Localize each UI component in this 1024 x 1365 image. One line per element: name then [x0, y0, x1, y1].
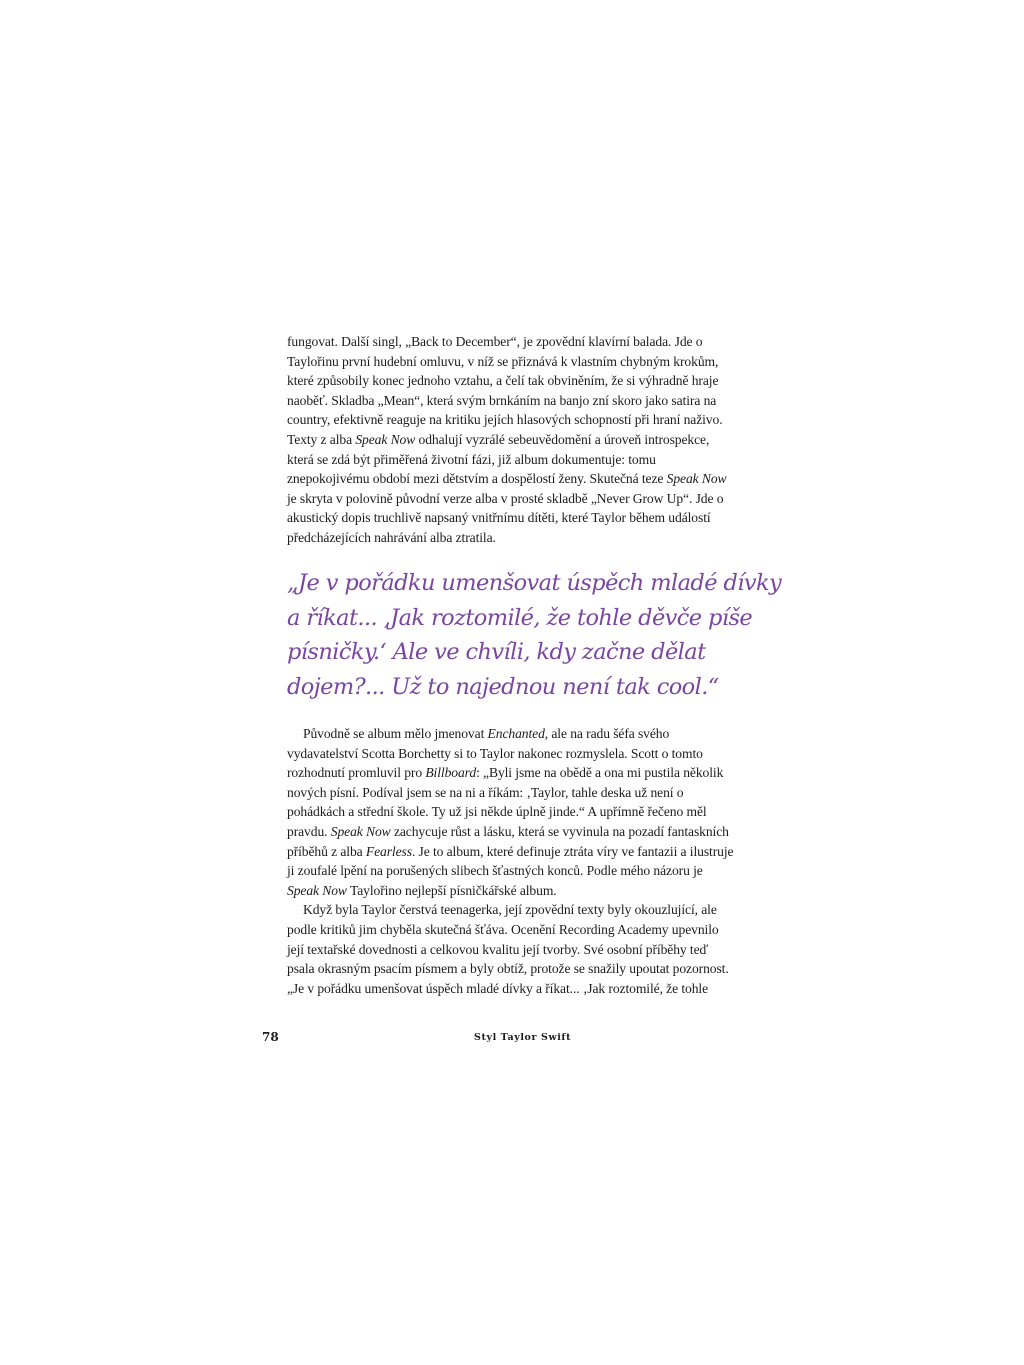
text-run: Taylořino nejlepší písničkářské album. — [346, 882, 557, 898]
italic-title: Speak Now — [666, 471, 727, 487]
italic-title: Fearless — [365, 843, 412, 859]
text-run: odhalují vyzrálé sebeuvědomění a úroveň introspekce, která se zdá být přiměřená životní fázi, již album dokumentuje: tomu znepokojivému období mezi dětstvím a dospělostí ženy. Skutečná teze — [287, 431, 710, 487]
pull-quote-line: písničky.‘ Ale ve chvíli, kdy začne dělat — [287, 639, 706, 665]
italic-title: Billboard — [425, 765, 477, 781]
body-text-bottom — [287, 724, 737, 998]
pull-quote-line: a říkat... ‚Jak roztomilé, že tohle děvče píše — [287, 604, 753, 631]
text-run: . Je to album, které definuje ztráta víry ve fantazii a ilustruje ji zoufalé lpění na porušených slibech šťastných konců. Podle mého názoru je — [287, 843, 734, 879]
italic-title: Speak Now — [355, 431, 416, 447]
pull-quote-line: dojem?... Už to najednou není tak cool.“ — [287, 673, 719, 700]
text-run: : „Byli jsme na obědě a ona mi pustila několik nových písní. Podíval jsem se na ni a říkám: ‚Taylor, tahle deska už není o pohádkách a střední škole. Ty už jsi někde úplně jinde.“ A upřímně řečeno měl pravdu. — [287, 765, 724, 839]
text-run: fungovat. Další singl, „Back to December“, je zpovědní klavírní balada. Jde o Taylořinu první hudební omluvu, v níž se přiznává k vlastním chybným krokům, které způsobily konec jednoho vztahu, a čelí tak obviněním, že si výhradně hraje naoběť. Skladba „Mean“, která svým brnkáním na banjo zní skoro jako satira na country, efektivně reaguje na kritiku jejích hlasových schopností při hraní naživo. Texty z alba — [287, 334, 723, 447]
running-footer-title: Styl Taylor Swift — [474, 1032, 572, 1043]
text-run: je skryta v polovině původní verze alba v prosté skladbě „Never Grow Up“. Jde o akustický dopis truchlivě napsaný vnitřnímu dítěti, které Taylor během událostí předcházejících nahrávání alba ztratila. — [287, 490, 724, 545]
italic-title: Speak Now — [330, 823, 391, 839]
pull-quote — [287, 566, 782, 704]
text-run: zachycuje růst a lásku, která se vyvinula na pozadí fantaskních příběhů z alba — [287, 823, 729, 859]
page-number: 78 — [262, 1030, 279, 1044]
italic-title: Enchanted — [487, 726, 545, 741]
text-run: Původně se album mělo jmenovat — [303, 726, 488, 741]
paragraph — [287, 332, 737, 548]
paragraph — [287, 900, 737, 998]
italic-title: Speak Now — [287, 882, 347, 898]
body-text-top — [287, 332, 737, 548]
text-run: , ale na radu šéfa svého vydavatelství Scotta Borchetty si to Taylor nakonec rozmyslela. Scott o tomto rozhodnutí promluvil pro — [287, 726, 703, 781]
pull-quote-line: „Je v pořádku umenšovat úspěch mladé dívky — [287, 570, 782, 596]
paragraph — [287, 724, 737, 900]
text-run: Když byla Taylor čerstvá teenagerka, její zpovědní texty byly okouzlující, ale podle kritiků jim chyběla skutečná šťáva. Ocenění Recording Academy upevnilo její textařské dovednosti a celkovou kvalitu její tvorby. Své osobní příběhy teď psala okrasným psacím písmem a byly obtíž, protože se snažily upoutat pozornost. „Je v pořádku umenšovat úspěch mladé dívky a říkat... ‚Jak roztomilé, že tohle — [287, 902, 729, 996]
